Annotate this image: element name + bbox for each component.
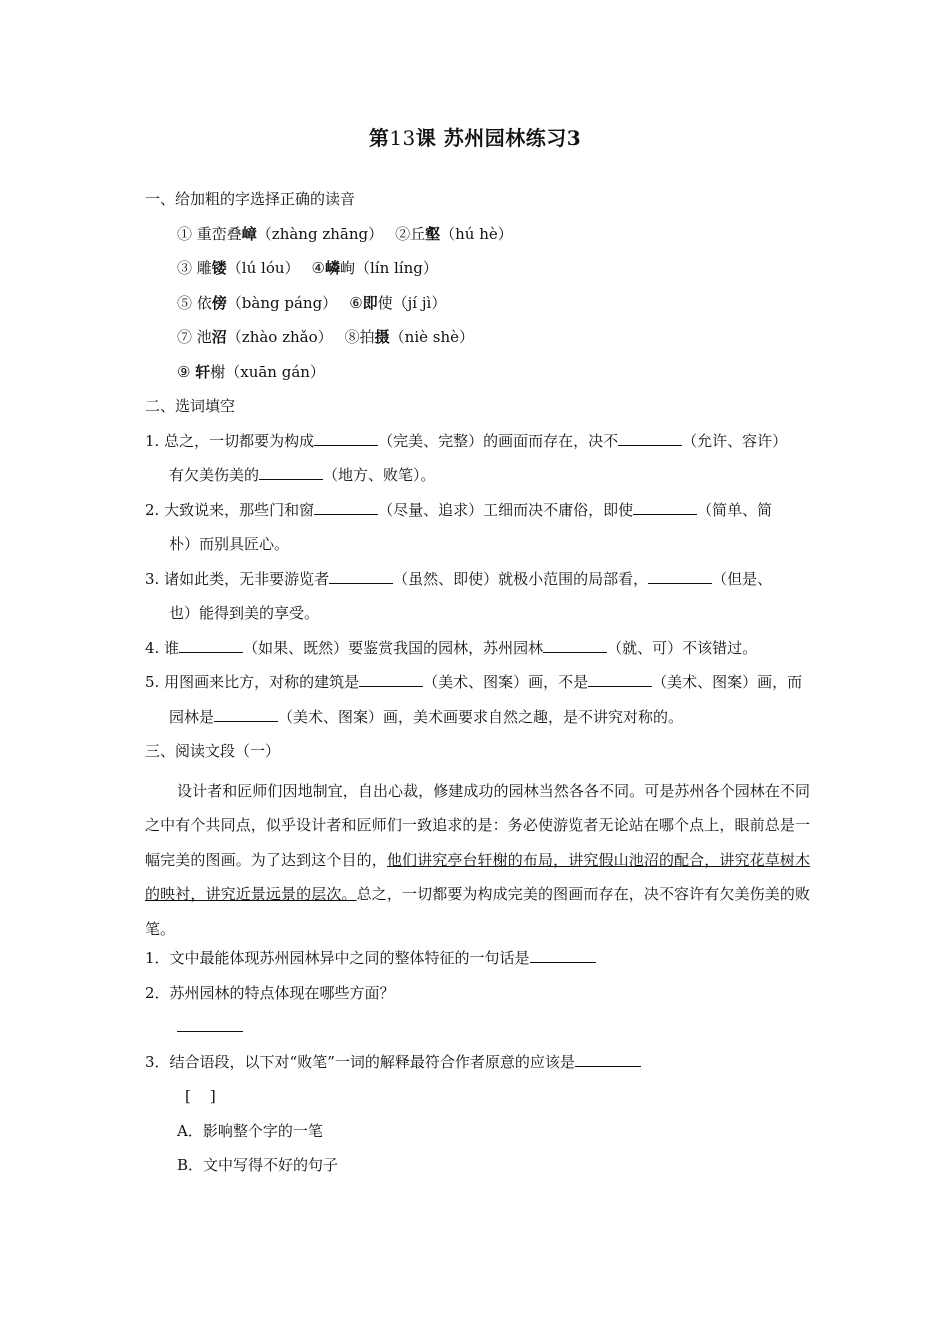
question-text: 2. 大致说来，那些门和窗 [145,500,315,519]
bold-char: 沼 [211,328,227,346]
answer-blank[interactable] [530,946,596,963]
title-suffix: 课 苏州园林练习 [415,126,567,150]
answer-blank[interactable] [575,1050,641,1067]
question-text: （美术、图案）画，美术画要求自然之趣，是不讲究对称的。 [278,707,684,726]
pinyin-row-2 [145,256,810,291]
pinyin-options: （zhàng zhāng） [256,224,384,243]
question-text: （但是、 [712,569,773,588]
page-title [0,122,950,151]
title-number: 13 [389,126,416,150]
passage-text: 总之，一切都要为构成完美的图画而存在，决不容许有欠美伤美的败笔。 [145,885,810,938]
answer-blank[interactable] [543,636,607,653]
question-text: （地方、败笔）。 [323,466,436,484]
answer-blank[interactable] [329,567,393,584]
bold-char: 嶙 [324,259,340,277]
question-text: （完美、完整）的画面而存在，决不 [378,431,619,450]
question-text: （美术、图案）画，而 [652,673,803,691]
section-1-heading: 一、给加粗的字选择正确的读音 [145,190,356,208]
pinyin-options: （lú lóu） [226,259,300,277]
bold-char: 摄 [374,328,390,346]
question-text: 1．文中最能体现苏州园林异中之同的整体特征的一句话是 [145,949,530,967]
fill-question-3 [145,567,810,602]
pinyin-options: （bàng páng） [226,293,338,312]
title-prefix: 第 [368,126,390,150]
question-text: 4. 谁 [145,638,180,657]
question-text: （虽然、即使）就极小范围的局部看， [393,569,649,588]
passage-text: 设计者和匠师们因地制宜，自出心裁，修建成功的园林当然各各不同。可是苏州各个园林在不同之中有个共同点，似乎设计者和匠师们一致追求的是：务必使游览者无论站在哪个点上，眼前总是一幅完美的图画。为了达到这个目的， [145,781,810,869]
answer-bracket[interactable]: [ ] [185,1087,216,1105]
item-text: ⑥ [349,293,363,312]
item-text: ① 重峦叠 [177,224,242,243]
bold-char: 嶂 [241,224,257,243]
item-text: ⑤ 依 [177,293,212,312]
reading-question-1 [145,946,810,981]
item-text: ③ 雕 [177,259,212,277]
bold-char: 壑 [425,224,441,243]
pinyin-options: （hú hè） [440,224,513,243]
pinyin-row-3 [145,291,810,326]
answer-blank[interactable] [214,705,278,722]
question-text: （就、可）不该错过。 [607,638,758,657]
reading-passage [145,774,810,947]
question-text: （允许、容许） [682,431,788,450]
question-text: 园林是 [169,707,215,726]
answer-blank[interactable] [314,498,378,515]
answer-blank[interactable] [179,636,243,653]
pinyin-options: 峋（lín líng） [339,259,438,277]
pinyin-options: 榭（xuān gán） [210,362,325,381]
answer-blank[interactable] [648,567,712,584]
item-text: ⑨ [177,362,196,381]
fill-question-5 [145,670,810,705]
question-text: 5. 用图画来比方，对称的建筑是 [145,673,360,691]
answer-blank[interactable] [633,498,697,515]
bold-char: 傍 [211,293,227,312]
question-text: 有欠美伤美的 [169,466,260,484]
underlined-sentence: 他们讲究亭台轩榭的布局，讲究假山池沼的配合，讲究花草树木的映衬，讲究近景远景的层次。 [145,850,810,903]
pinyin-row-5 [145,360,810,395]
answer-blank[interactable] [314,429,378,446]
title-index: 3 [566,126,582,150]
exercise-content [145,187,810,1188]
fill-question-4 [145,636,810,671]
answer-blank[interactable] [588,670,652,687]
bold-char: 轩 [195,362,211,381]
reading-question-2: 2．苏州园林的特点体现在哪些方面？ [145,983,395,1002]
fill-question-1 [145,429,810,464]
pinyin-row-1 [145,222,810,257]
item-text: ④ [311,259,325,277]
answer-blank[interactable] [359,670,423,687]
reading-question-3 [145,1050,810,1085]
answer-blank[interactable] [618,429,682,446]
fill-question-2 [145,498,810,533]
question-text: （如果、既然）要鉴赏我国的园林，苏州园林 [243,638,544,657]
option-b[interactable]: B．文中写得不好的句子 [177,1156,339,1174]
item-text: ⑧拍 [344,328,375,346]
item-text: ②丘 [395,224,426,243]
question-text: 朴）而别具匠心。 [169,535,290,553]
question-text: 1. 总之，一切都要为构成 [145,431,315,450]
bold-char: 镂 [211,259,227,277]
pinyin-options: （zhào zhǎo） [226,328,333,346]
item-text: ⑦ 池 [177,328,212,346]
pinyin-row-4 [145,325,810,360]
reading-question-2-answer [145,1015,810,1050]
question-text: （简单、简 [697,500,773,519]
question-text: 3．结合语段，以下对“败笔”一词的解释最符合作者原意的应该是 [145,1052,575,1071]
answer-blank[interactable] [259,463,323,480]
question-text: 3. 诸如此类，无非要游览者 [145,569,330,588]
fill-question-2-cont [145,532,810,567]
pinyin-options: 使（jí jì） [377,293,447,312]
option-a[interactable]: A．影响整个字的一笔 [177,1121,323,1140]
pinyin-options: （niè shè） [389,328,475,346]
section-2-heading: 二、选词填空 [145,397,236,415]
fill-question-1-cont [145,463,810,498]
bold-char: 即 [362,293,378,312]
question-text: 也）能得到美的享受。 [169,604,320,622]
fill-question-3-cont [145,601,810,636]
question-text: （美术、图案）画，不是 [423,673,589,691]
answer-blank[interactable] [177,1015,243,1032]
question-text: （尽量、追求）工细而决不庸俗，即使 [378,500,634,519]
fill-question-5-cont [145,705,810,740]
section-3-heading: 三、阅读文段（一） [145,742,281,760]
